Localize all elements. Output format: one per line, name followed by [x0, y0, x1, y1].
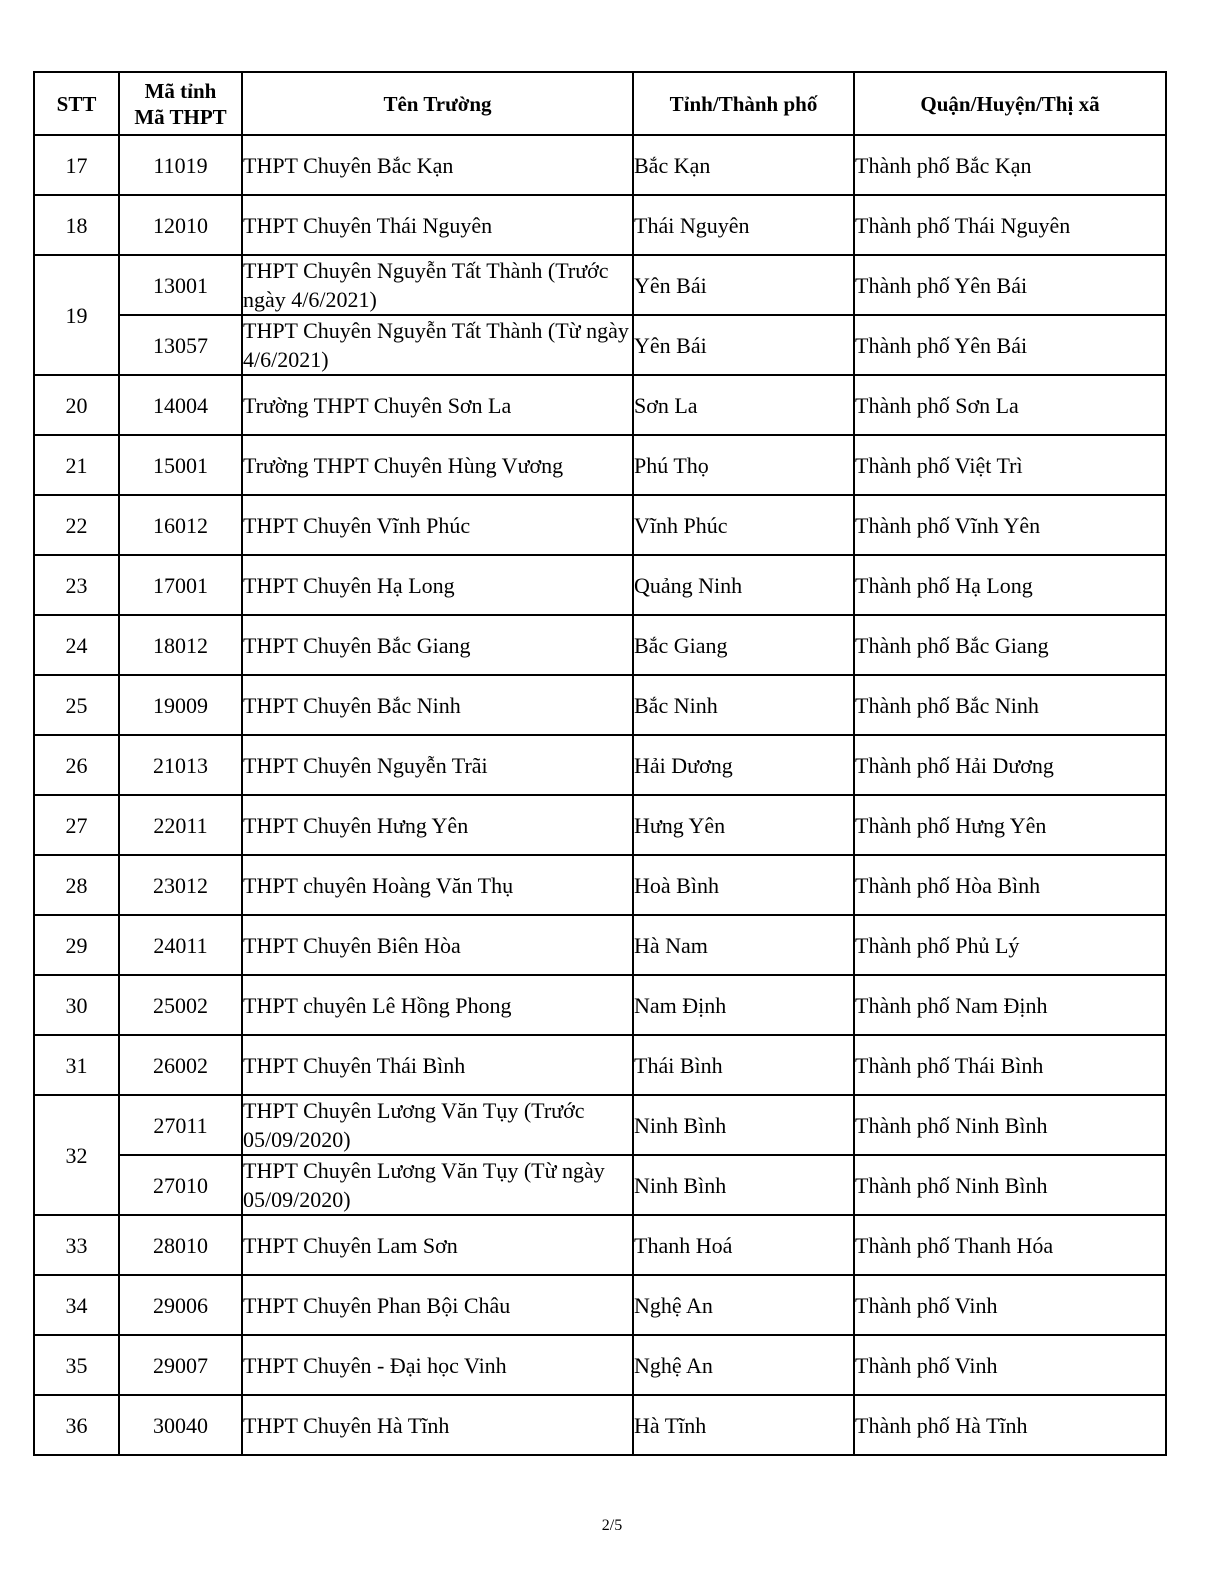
- table-row: [34, 195, 1166, 255]
- table-row: [34, 735, 1166, 795]
- cell-school: THPT Chuyên Nguyễn Tất Thành (Từ ngày 4/6/2021): [242, 315, 633, 375]
- cell-district: Thành phố Bắc Giang: [854, 615, 1166, 675]
- header-stt: STT: [34, 72, 119, 135]
- cell-code: 11019: [119, 135, 242, 195]
- cell-province: Hà Nam: [633, 915, 854, 975]
- cell-code: 18012: [119, 615, 242, 675]
- cell-code: 29006: [119, 1275, 242, 1335]
- cell-district: Thành phố Ninh Bình: [854, 1155, 1166, 1215]
- cell-province: Bắc Ninh: [633, 675, 854, 735]
- cell-stt: 18: [34, 195, 119, 255]
- cell-district: Thành phố Sơn La: [854, 375, 1166, 435]
- cell-school: THPT Chuyên Thái Nguyên: [242, 195, 633, 255]
- table-row: [34, 1155, 1166, 1215]
- cell-code: 27010: [119, 1155, 242, 1215]
- cell-district: Thành phố Thanh Hóa: [854, 1215, 1166, 1275]
- table-row: [34, 1215, 1166, 1275]
- table-row: [34, 975, 1166, 1035]
- cell-school: THPT Chuyên Phan Bội Châu: [242, 1275, 633, 1335]
- table-row: [34, 435, 1166, 495]
- cell-district: Thành phố Yên Bái: [854, 315, 1166, 375]
- cell-stt: 35: [34, 1335, 119, 1395]
- cell-province: Thái Nguyên: [633, 195, 854, 255]
- cell-district: Thành phố Yên Bái: [854, 255, 1166, 315]
- cell-stt: 36: [34, 1395, 119, 1455]
- cell-school: THPT chuyên Lê Hồng Phong: [242, 975, 633, 1035]
- cell-province: Phú Thọ: [633, 435, 854, 495]
- cell-code: 15001: [119, 435, 242, 495]
- cell-stt: 26: [34, 735, 119, 795]
- cell-stt: 23: [34, 555, 119, 615]
- table-header: [34, 72, 1166, 135]
- cell-stt: 34: [34, 1275, 119, 1335]
- cell-school: THPT Chuyên Nguyễn Trãi: [242, 735, 633, 795]
- cell-district: Thành phố Thái Bình: [854, 1035, 1166, 1095]
- cell-province: Yên Bái: [633, 315, 854, 375]
- table-row: [34, 1035, 1166, 1095]
- cell-code: 21013: [119, 735, 242, 795]
- page-number: 2/5: [601, 1517, 623, 1534]
- cell-school: THPT Chuyên Nguyễn Tất Thành (Trước ngày 4/6/2021): [242, 255, 633, 315]
- cell-stt: 20: [34, 375, 119, 435]
- cell-province: Hoà Bình: [633, 855, 854, 915]
- cell-code: 25002: [119, 975, 242, 1035]
- cell-stt: 25: [34, 675, 119, 735]
- cell-district: Thành phố Bắc Kạn: [854, 135, 1166, 195]
- cell-district: Thành phố Hưng Yên: [854, 795, 1166, 855]
- table-row: [34, 1275, 1166, 1335]
- cell-code: 17001: [119, 555, 242, 615]
- cell-stt: 31: [34, 1035, 119, 1095]
- cell-school: THPT Chuyên Lương Văn Tụy (Trước 05/09/2020): [242, 1095, 633, 1155]
- cell-stt: 27: [34, 795, 119, 855]
- cell-school: THPT Chuyên Hạ Long: [242, 555, 633, 615]
- table-row: [34, 315, 1166, 375]
- table-body: [34, 135, 1166, 1455]
- cell-stt: 17: [34, 135, 119, 195]
- cell-school: THPT Chuyên Bắc Ninh: [242, 675, 633, 735]
- cell-school: Trường THPT Chuyên Hùng Vương: [242, 435, 633, 495]
- cell-school: THPT Chuyên Bắc Kạn: [242, 135, 633, 195]
- cell-district: Thành phố Hà Tĩnh: [854, 1395, 1166, 1455]
- cell-province: Thái Bình: [633, 1035, 854, 1095]
- cell-school: THPT chuyên Hoàng Văn Thụ: [242, 855, 633, 915]
- cell-province: Thanh Hoá: [633, 1215, 854, 1275]
- cell-province: Ninh Bình: [633, 1155, 854, 1215]
- header-school: Tên Trường: [242, 72, 633, 135]
- table-row: [34, 555, 1166, 615]
- cell-code: 29007: [119, 1335, 242, 1395]
- cell-province: Yên Bái: [633, 255, 854, 315]
- header-row: [34, 72, 1166, 135]
- cell-province: Hải Dương: [633, 735, 854, 795]
- cell-district: Thành phố Hòa Bình: [854, 855, 1166, 915]
- cell-province: Vĩnh Phúc: [633, 495, 854, 555]
- cell-district: Thành phố Hải Dương: [854, 735, 1166, 795]
- header-district: Quận/Huyện/Thị xã: [854, 72, 1166, 135]
- cell-province: Nghệ An: [633, 1275, 854, 1335]
- cell-stt: 32: [34, 1095, 119, 1215]
- table-row: [34, 1095, 1166, 1155]
- cell-code: 24011: [119, 915, 242, 975]
- cell-stt: 29: [34, 915, 119, 975]
- cell-school: Trường THPT Chuyên Sơn La: [242, 375, 633, 435]
- cell-school: THPT Chuyên Lam Sơn: [242, 1215, 633, 1275]
- cell-code: 27011: [119, 1095, 242, 1155]
- cell-school: THPT Chuyên Biên Hòa: [242, 915, 633, 975]
- cell-stt: 30: [34, 975, 119, 1035]
- table-row: [34, 255, 1166, 315]
- header-code-line1: Mã tỉnh: [144, 78, 217, 103]
- cell-district: Thành phố Thái Nguyên: [854, 195, 1166, 255]
- table-row: [34, 495, 1166, 555]
- cell-province: Ninh Bình: [633, 1095, 854, 1155]
- cell-district: Thành phố Bắc Ninh: [854, 675, 1166, 735]
- cell-district: Thành phố Vinh: [854, 1275, 1166, 1335]
- cell-district: Thành phố Hạ Long: [854, 555, 1166, 615]
- cell-stt: 24: [34, 615, 119, 675]
- table-row: [34, 795, 1166, 855]
- cell-code: 19009: [119, 675, 242, 735]
- cell-code: 26002: [119, 1035, 242, 1095]
- cell-district: Thành phố Phủ Lý: [854, 915, 1166, 975]
- header-code: [119, 72, 242, 135]
- cell-stt: 19: [34, 255, 119, 375]
- cell-province: Sơn La: [633, 375, 854, 435]
- cell-district: Thành phố Nam Định: [854, 975, 1166, 1035]
- cell-stt: 33: [34, 1215, 119, 1275]
- cell-code: 23012: [119, 855, 242, 915]
- table-row: [34, 135, 1166, 195]
- table-row: [34, 1395, 1166, 1455]
- cell-code: 12010: [119, 195, 242, 255]
- cell-province: Nam Định: [633, 975, 854, 1035]
- cell-code: 14004: [119, 375, 242, 435]
- table-row: [34, 855, 1166, 915]
- header-province: Tỉnh/Thành phố: [633, 72, 854, 135]
- cell-code: 13001: [119, 255, 242, 315]
- cell-code: 22011: [119, 795, 242, 855]
- cell-stt: 22: [34, 495, 119, 555]
- schools-table: [33, 71, 1167, 1456]
- cell-district: Thành phố Việt Trì: [854, 435, 1166, 495]
- table-row: [34, 375, 1166, 435]
- cell-code: 16012: [119, 495, 242, 555]
- cell-school: THPT Chuyên - Đại học Vinh: [242, 1335, 633, 1395]
- cell-district: Thành phố Vĩnh Yên: [854, 495, 1166, 555]
- cell-code: 28010: [119, 1215, 242, 1275]
- cell-district: Thành phố Vinh: [854, 1335, 1166, 1395]
- cell-school: THPT Chuyên Hà Tĩnh: [242, 1395, 633, 1455]
- table-row: [34, 675, 1166, 735]
- table-row: [34, 1335, 1166, 1395]
- cell-school: THPT Chuyên Bắc Giang: [242, 615, 633, 675]
- cell-province: Hà Tĩnh: [633, 1395, 854, 1455]
- cell-province: Bắc Giang: [633, 615, 854, 675]
- cell-school: THPT Chuyên Thái Bình: [242, 1035, 633, 1095]
- cell-school: THPT Chuyên Lương Văn Tụy (Từ ngày 05/09/2020): [242, 1155, 633, 1215]
- cell-province: Hưng Yên: [633, 795, 854, 855]
- cell-province: Quảng Ninh: [633, 555, 854, 615]
- table-row: [34, 915, 1166, 975]
- cell-school: THPT Chuyên Hưng Yên: [242, 795, 633, 855]
- cell-stt: 21: [34, 435, 119, 495]
- cell-school: THPT Chuyên Vĩnh Phúc: [242, 495, 633, 555]
- cell-province: Nghệ An: [633, 1335, 854, 1395]
- table-row: [34, 615, 1166, 675]
- cell-code: 30040: [119, 1395, 242, 1455]
- cell-district: Thành phố Ninh Bình: [854, 1095, 1166, 1155]
- cell-code: 13057: [119, 315, 242, 375]
- cell-province: Bắc Kạn: [633, 135, 854, 195]
- cell-stt: 28: [34, 855, 119, 915]
- header-code-line2: Mã THPT: [134, 104, 227, 129]
